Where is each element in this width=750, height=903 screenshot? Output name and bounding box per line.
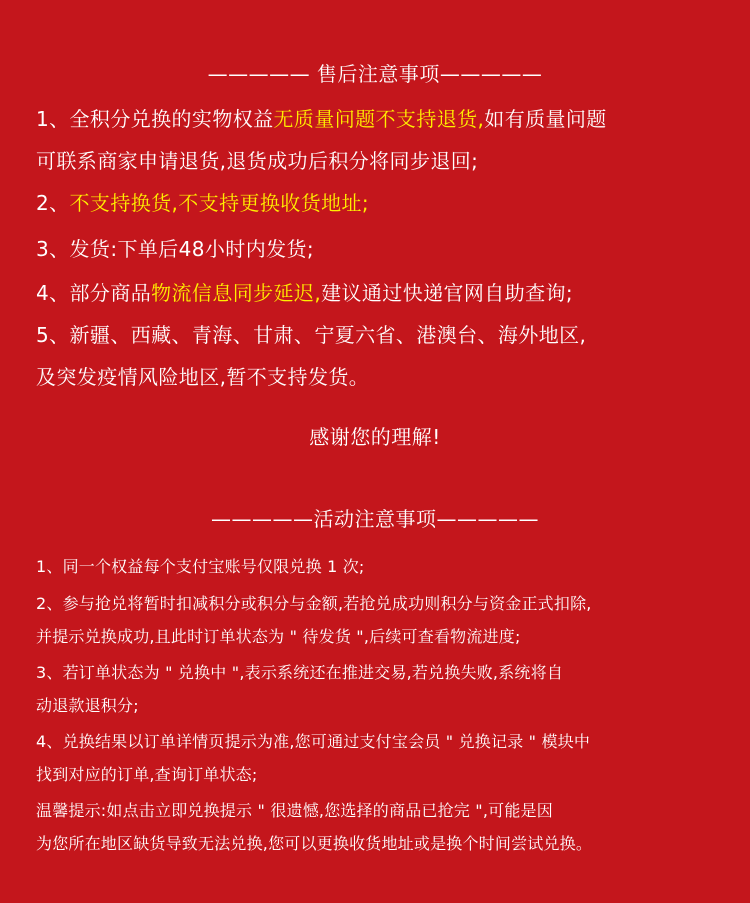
activity-line: 并提示兑换成功,且此时订单状态为 " 待发货 ",后续可查看物流进度;	[36, 627, 521, 646]
activity-line: 找到对应的订单,查询订单状态;	[36, 765, 258, 784]
after-sales-item-1-highlight: 无质量问题不支持退货,	[273, 107, 485, 131]
thanks-message: 感谢您的理解!	[309, 425, 441, 449]
activity-line: 为您所在地区缺货导致无法兑换,您可以更换收货地址或是换个时间尝试兑换。	[36, 834, 593, 853]
after-sales-item-1-text-end: 如有质量问题	[484, 107, 607, 131]
after-sales-title: ————— 售后注意事项—————	[207, 62, 543, 86]
after-sales-item-2-prefix: 2、	[36, 191, 70, 215]
after-sales-item-2-highlight: 不支持换货,不支持更换收货地址;	[69, 191, 370, 215]
after-sales-item-1-line-1	[36, 103, 726, 132]
activity-line: 温馨提示:如点击立即兑换提示 " 很遗憾,您选择的商品已抢完 ",可能是因	[36, 801, 553, 820]
after-sales-item-4-text-end: 建议通过快递官网自助查询;	[321, 281, 574, 305]
activity-title: —————活动注意事项—————	[211, 507, 539, 531]
activity-line: 4、兑换结果以订单详情页提示为准,您可通过支付宝会员 " 兑换记录 " 模块中	[36, 732, 591, 751]
after-sales-item-4-text: 4、部分商品	[36, 281, 152, 305]
activity-line: 2、参与抢兑将暂时扣减积分或积分与金额,若抢兑成功则积分与资金正式扣除,	[36, 594, 592, 613]
activity-line: 1、同一个权益每个支付宝账号仅限兑换 1 次;	[36, 557, 365, 576]
after-sales-item-5-line-2: 及突发疫情风险地区,暂不支持发货。	[36, 365, 370, 389]
after-sales-item-3: 3、发货:下单后48小时内发货;	[36, 237, 315, 261]
after-sales-item-5-line-1: 5、新疆、西藏、青海、甘肃、宁夏六省、港澳台、海外地区,	[36, 323, 587, 347]
after-sales-item-2	[36, 187, 726, 216]
activity-line: 动退款退积分;	[36, 696, 139, 715]
after-sales-item-4	[36, 277, 726, 306]
activity-line: 3、若订单状态为 " 兑换中 ",表示系统还在推进交易,若兑换失败,系统将自	[36, 663, 564, 682]
after-sales-item-1-text: 1、全积分兑换的实物权益	[36, 107, 274, 131]
after-sales-item-4-highlight: 物流信息同步延迟,	[151, 281, 322, 305]
after-sales-item-1-line-2: 可联系商家申请退货,退货成功后积分将同步退回;	[36, 149, 479, 173]
